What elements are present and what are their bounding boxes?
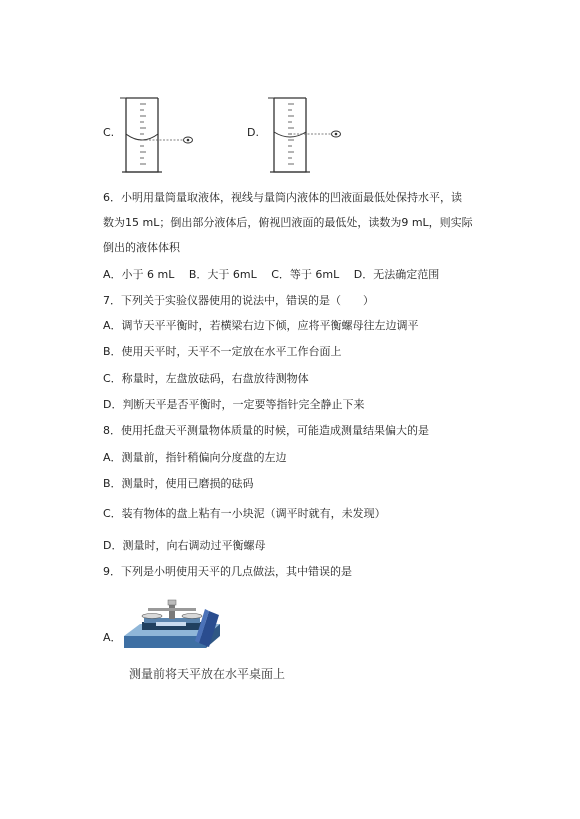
q6-stem-line2: 数为15 mL；倒出部分液体后，俯视凹液面的最低处，读数为9 mL，则实际 [103, 216, 473, 229]
q9-option-a-label: A． [103, 631, 122, 644]
q6-stem-line1: 6．小明用量筒量取液体，视线与量筒内液体的凹液面最低处保持水平，读 [103, 191, 462, 204]
cylinder-figure-c [118, 90, 203, 180]
q6-options: A．小于 6 mL B．大于 6mL C．等于 6mL D．无法确定范围 [103, 268, 440, 281]
weight-box-image [193, 607, 221, 647]
q8-stem: 8．使用托盘天平测量物体质量的时候，可能造成测量结果偏大的是 [103, 424, 429, 437]
figure-d-label: D. [247, 126, 259, 139]
q6-stem-line3: 倒出的液体体积 [103, 241, 180, 254]
q8-option-d: D．测量时，向右调动过平衡螺母 [103, 539, 266, 552]
q9-option-a-caption: 测量前将天平放在水平桌面上 [129, 667, 286, 681]
q7-option-d: D．判断天平是否平衡时，一定要等指针完全静止下来 [103, 398, 365, 411]
q9-stem: 9．下列是小明使用天平的几点做法，其中错误的是 [103, 565, 352, 578]
q7-option-b: B．使用天平时，天平不一定放在水平工作台面上 [103, 345, 342, 358]
q8-option-c: C．装有物体的盘上粘有一小块泥（调平时就有，未发现） [103, 507, 386, 520]
q7-option-c: C．称量时，左盘放砝码，右盘放待测物体 [103, 372, 309, 385]
q7-option-a: A．调节天平平衡时，若横梁右边下倾，应将平衡螺母往左边调平 [103, 319, 419, 332]
q8-option-a: A．测量前，指针稍偏向分度盘的左边 [103, 451, 287, 464]
figure-c-label: C. [103, 126, 115, 139]
q8-option-b: B．测量时，使用已磨损的砝码 [103, 477, 254, 490]
cylinder-figure-d [266, 90, 351, 180]
q7-stem: 7．下列关于实验仪器使用的说法中，错误的是（ ） [103, 294, 374, 307]
